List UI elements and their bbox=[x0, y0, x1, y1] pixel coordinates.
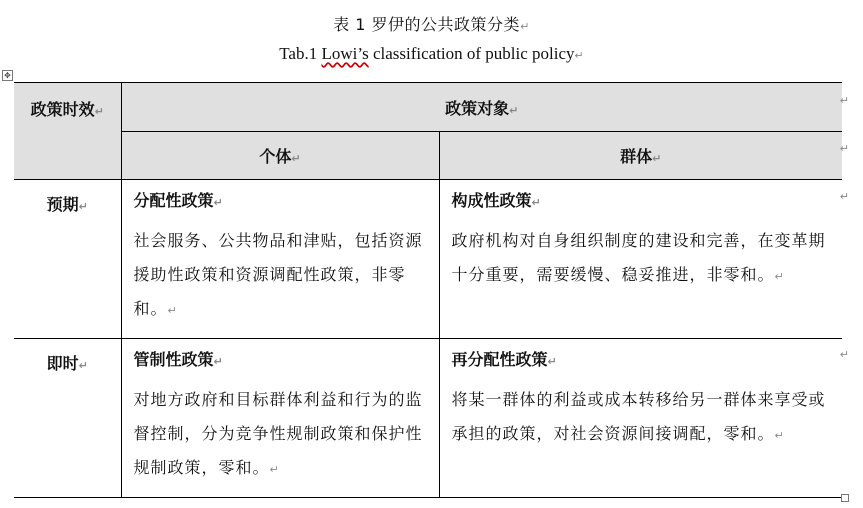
end-of-row-mark: ↵ bbox=[839, 94, 849, 107]
cell-body: 社会服务、公共物品和津贴，包括资源援助性政策和资源调配性政策，非零和。 bbox=[133, 231, 423, 318]
cell-body: 对地方政府和目标群体利益和行为的监督控制，分为竞争性规制政策和保护性规制政策，零和。 bbox=[133, 390, 423, 477]
header-individual-label: 个体 bbox=[259, 147, 292, 166]
cell-redistributive-policy bbox=[439, 339, 842, 498]
paragraph-mark: ↵ bbox=[547, 355, 557, 368]
end-of-row-mark: ↵ bbox=[839, 190, 849, 203]
header-policy-timing bbox=[14, 83, 121, 180]
header-time-label: 政策时效 bbox=[30, 100, 95, 119]
row-label-immediate bbox=[14, 339, 121, 498]
paragraph-mark: ↵ bbox=[520, 20, 530, 33]
cell-regulatory-policy bbox=[121, 339, 439, 498]
table-row bbox=[14, 339, 842, 498]
paragraph-mark: ↵ bbox=[213, 355, 223, 368]
paragraph-mark: ↵ bbox=[509, 103, 519, 117]
cell-title: 构成性政策 bbox=[451, 191, 532, 210]
paragraph-mark: ↵ bbox=[78, 200, 88, 213]
paragraph-mark: ↵ bbox=[213, 196, 223, 209]
paragraph-mark: ↵ bbox=[94, 105, 104, 118]
end-of-row-mark: ↵ bbox=[839, 348, 849, 361]
row-label-expected bbox=[14, 180, 121, 339]
paragraph-mark: ↵ bbox=[167, 304, 178, 317]
paragraph-mark: ↵ bbox=[291, 152, 301, 165]
cell-title: 分配性政策 bbox=[133, 191, 214, 210]
caption-en-suffix: classification of public policy bbox=[368, 44, 575, 63]
cell-title: 管制性政策 bbox=[133, 350, 214, 369]
header-group-label: 群体 bbox=[620, 147, 653, 166]
paragraph-mark: ↵ bbox=[574, 50, 584, 62]
paragraph-mark: ↵ bbox=[652, 152, 662, 165]
table-caption-english bbox=[0, 44, 863, 64]
cell-constituent-policy bbox=[439, 180, 842, 339]
header-group bbox=[439, 132, 842, 180]
header-individual bbox=[121, 132, 439, 180]
cell-title: 再分配性政策 bbox=[451, 350, 548, 369]
paragraph-mark: ↵ bbox=[269, 463, 280, 476]
end-of-row-mark: ↵ bbox=[839, 142, 849, 155]
cell-body: 政府机构对自身组织制度的建设和完善，在变革期十分重要，需要缓慢、稳妥推进，非零和。 bbox=[451, 231, 826, 284]
caption-en-prefix: Tab.1 bbox=[279, 44, 322, 63]
row-label-text: 预期 bbox=[46, 195, 79, 214]
table-move-handle-icon[interactable]: ✥ bbox=[2, 70, 13, 81]
paragraph-mark: ↵ bbox=[78, 359, 88, 372]
header-policy-object bbox=[121, 83, 842, 132]
paragraph-mark: ↵ bbox=[774, 270, 785, 283]
cell-distributive-policy bbox=[121, 180, 439, 339]
cell-body: 将某一群体的利益或成本转移给另一群体来享受或承担的政策，对社会资源间接调配，零和。 bbox=[451, 390, 826, 443]
caption-en-lowi: Lowi’s bbox=[321, 44, 369, 63]
policy-classification-table bbox=[14, 82, 842, 498]
table-row bbox=[14, 180, 842, 339]
table-resize-handle[interactable] bbox=[841, 494, 849, 502]
row-label-text: 即时 bbox=[46, 354, 79, 373]
paragraph-mark: ↵ bbox=[774, 429, 785, 442]
caption-cn-text: 表 1 罗伊的公共政策分类 bbox=[333, 15, 521, 34]
header-object-label: 政策对象 bbox=[445, 98, 510, 118]
table-caption-chinese bbox=[0, 12, 863, 35]
paragraph-mark: ↵ bbox=[531, 196, 541, 209]
